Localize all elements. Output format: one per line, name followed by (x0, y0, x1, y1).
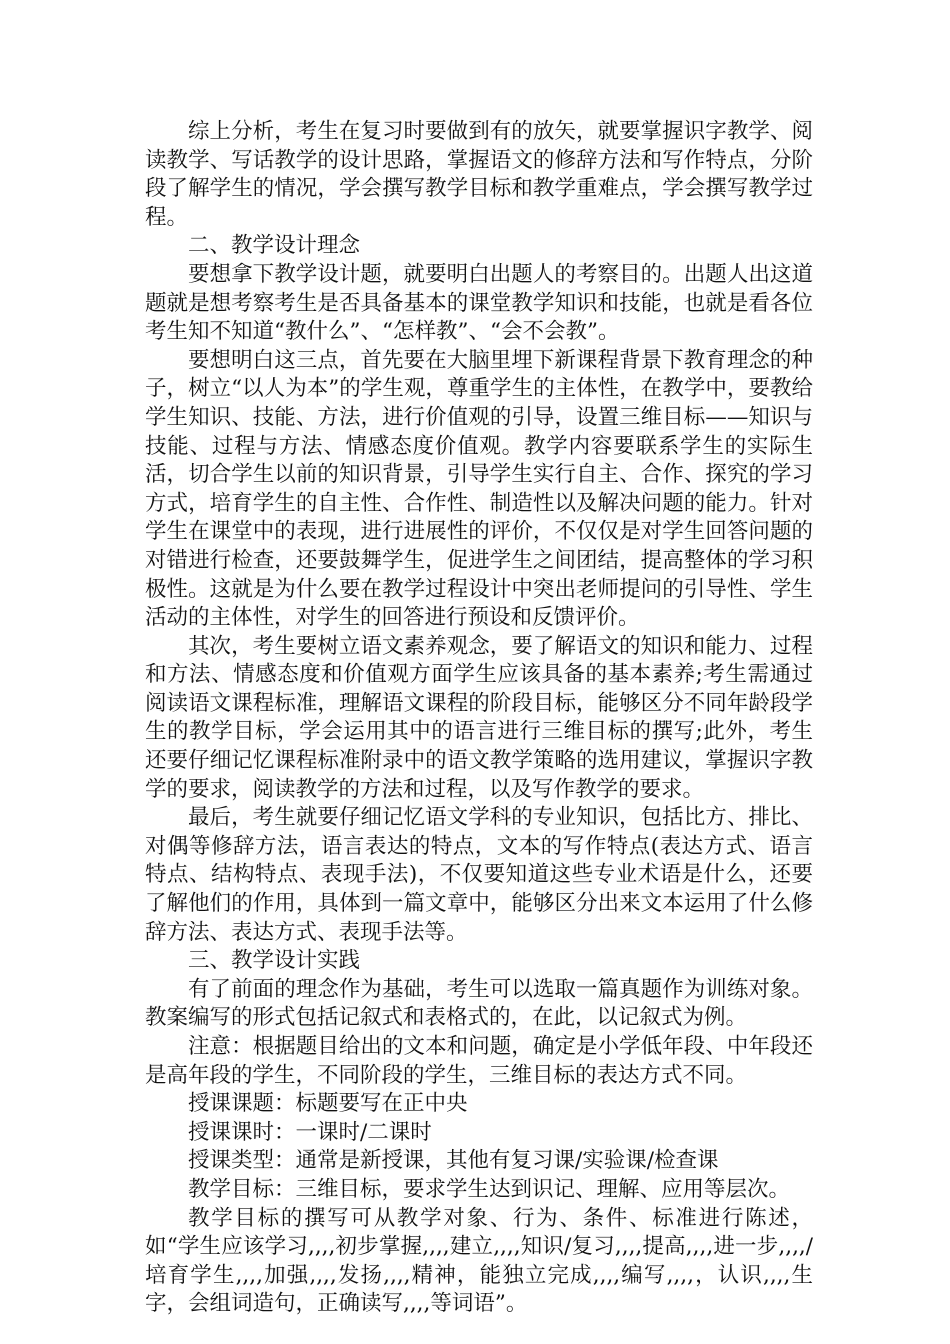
document-page (145, 118, 813, 1319)
paragraph-literacy-concept: 其次，考生要树立语文素养观念，要了解语文的知识和能力、过程和方法、情感态度和价值观方面学生应该具备的基本素养;考生需通过阅读语文课程标准，理解语文课程的阶段目标，能够区分不同年龄段学生的教学目标，学会运用其中的语言进行三维目标的撰写;此外，考生还要仔细记忆课程标准附录中的语文教学策略的选用建议，掌握识字教学的要求，阅读教学的方法和过程，以及写作教学的要求。 (145, 633, 813, 802)
line-lesson-type: 授课类型：通常是新授课，其他有复习课/实验课/检查课 (188, 1148, 719, 1174)
section-heading-design-concept: 二、教学设计理念 (188, 233, 361, 259)
paragraph-note: 注意：根据题目给出的文本和问题，确定是小学低年段、中年段还是高年段的学生，不同阶段的学生，三维目标的表达方式不同。 (145, 1034, 813, 1088)
paragraph-education-concept: 要想明白这三点，首先要在大脑里埋下新课程背景下教育理念的种子，树立“以人为本”的学生观，尊重学生的主体性，在教学中，要教给学生知识、技能、方法，进行价值观的引导，设置三维目标——知识与技能、过程与方法、情感态度价值观。教学内容要联系学生的实际生活，切合学生以前的知识背景，引导学生实行自主、合作、探究的学习方式，培育学生的自主性、合作性、制造性以及解决问题的能力。针对学生在课堂中的表现，进行进展性的评价，不仅仅是对学生回答问题的对错进行检查，还要鼓舞学生，促进学生之间团结，提高整体的学习积极性。这就是为什么要在教学过程设计中突出老师提问的引导性、学生活动的主体性，对学生的回答进行预设和反馈评价。 (145, 347, 813, 631)
summary-paragraph: 综上分析，考生在复习时要做到有的放矢，就要掌握识字教学、阅读教学、写话教学的设计思路，掌握语文的修辞方法和写作特点，分阶段了解学生的情况，学会撰写教学目标和教学重难点，学会撰写教学过程。 (145, 119, 813, 230)
paragraph-goal-writing: 教学目标的撰写可从教学对象、行为、条件、标准进行陈述，如“学生应该学习,,,,初步掌握,,,,建立,,,,知识/复习,,,,提高,,,,进一步,,,,/培育学生,,,,加强,,,,发扬,,,,精神，能独立完成,,,,编写,,,,，认识,,,,生字，会组词造句，正确读写,,,,等词语”。 (145, 1205, 813, 1317)
line-lesson-hours: 授课课时：一课时/二课时 (188, 1119, 432, 1145)
section-heading-design-practice: 三、教学设计实践 (188, 948, 361, 974)
paragraph-exam-purpose: 要想拿下教学设计题，就要明白出题人的考察目的。出题人出这道题就是想考察考生是否具备基本的课堂教学知识和技能，也就是看各位考生知不知道“教什么”、“怎样教”、“会不会教”。 (145, 261, 813, 345)
paragraph-practice-intro: 有了前面的理念作为基础，考生可以选取一篇真题作为训练对象。教案编写的形式包括记叙式和表格式的，在此，以记叙式为例。 (145, 976, 813, 1031)
line-lesson-topic: 授课课题：标题要写在正中央 (188, 1091, 468, 1117)
line-teaching-goals: 教学目标：三维目标，要求学生达到识记、理解、应用等层次。 (188, 1176, 791, 1202)
paragraph-subject-knowledge: 最后，考生就要仔细记忆语文学科的专业知识，包括比方、排比、对偶等修辞方法，语言表达的特点，文本的写作特点(表达方式、语言特点、结构特点、表现手法)，不仅要知道这些专业术语是什么，还要了解他们的作用，具体到一篇文章中，能够区分出来文本运用了什么修辞方法、表达方式、表现手法等。 (145, 805, 813, 945)
